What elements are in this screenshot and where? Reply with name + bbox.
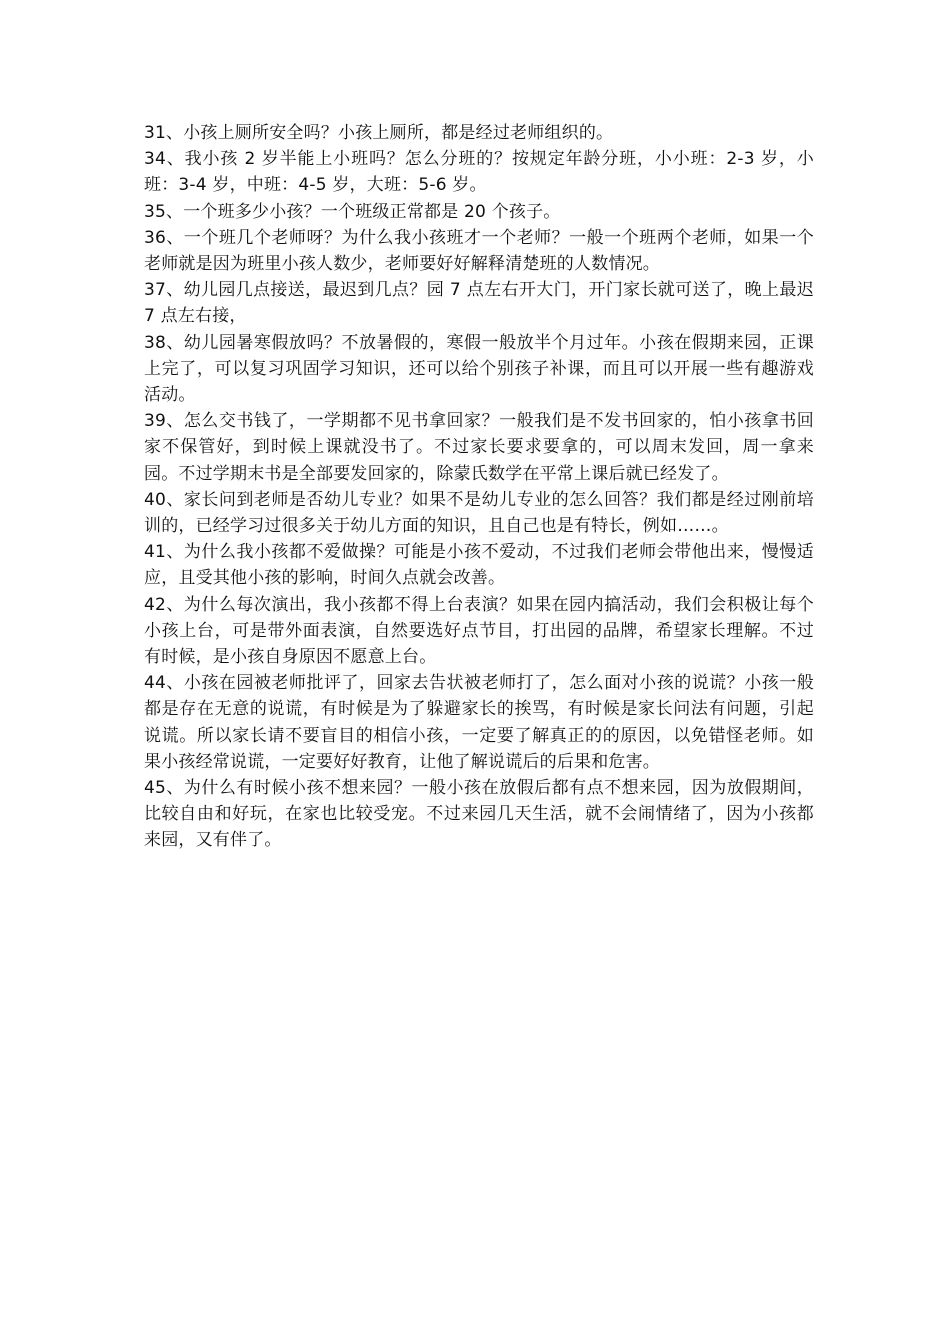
document-body	[144, 120, 814, 854]
paragraph-q40: 40、家长问到老师是否幼儿专业？如果不是幼儿专业的怎么回答？我们都是经过刚前培训的，已经学习过很多关于幼儿方面的知识，且自己也是有特长，例如……。	[144, 489, 814, 537]
paragraph-q31: 31、小孩上厕所安全吗？小孩上厕所，都是经过老师组织的。	[144, 123, 614, 143]
paragraph-q42: 42、为什么每次演出，我小孩都不得上台表演？如果在园内搞活动，我们会积极让每个小孩上台，可是带外面表演，自然要选好点节目，打出园的品牌，希望家长理解。不过有时候，是小孩自身原因不愿意上台。	[144, 594, 814, 668]
paragraph-q44: 44、小孩在园被老师批评了，回家去告状被老师打了，怎么面对小孩的说谎？小孩一般都是存在无意的说谎，有时候是为了躲避家长的挨骂，有时候是家长问法有问题，引起说谎。所以家长请不要盲目的相信小孩，一定要了解真正的的原因，以免错怪老师。如果小孩经常说谎，一定要好好教育，让他了解说谎后的后果和危害。	[144, 673, 814, 772]
paragraph-q39: 39、怎么交书钱了，一学期都不见书拿回家？一般我们是不发书回家的，怕小孩拿书回家不保管好，到时候上课就没书了。不过家长要求要拿的，可以周末发回，周一拿来园。不过学期末书是全部要发回家的，除蒙氏数学在平常上课后就已经发了。	[144, 411, 814, 484]
paragraph-q45: 45、为什么有时候小孩不想来园？一般小孩在放假后都有点不想来园，因为放假期间，比较自由和好玩，在家也比较受宠。不过来园几天生活，就不会闹情绪了，因为小孩都来园，又有伴了。	[144, 778, 814, 851]
paragraph-q37: 37、幼儿园几点接送，最迟到几点？园 7 点左右开大门，开门家长就可送了，晚上最迟 7 点左右接，	[144, 280, 814, 327]
paragraph-q36: 36、一个班几个老师呀？为什么我小孩班才一个老师？一般一个班两个老师，如果一个老师就是因为班里小孩人数少，老师要好好解释清楚班的人数情况。	[144, 227, 814, 275]
paragraph-q34: 34、我小孩 2 岁半能上小班吗？怎么分班的？按规定年龄分班，小小班：2-3 岁，小班：3-4 岁，中班：4-5 岁，大班：5-6 岁。	[144, 149, 814, 196]
paragraph-q35: 35、一个班多少小孩？一个班级正常都是 20 个孩子。	[144, 201, 561, 222]
paragraph-q41: 41、为什么我小孩都不爱做操？可能是小孩不爱动，不过我们老师会带他出来，慢慢适应，且受其他小孩的影响，时间久点就会改善。	[144, 542, 814, 589]
paragraph-q38: 38、幼儿园暑寒假放吗？不放暑假的，寒假一般放半个月过年。小孩在假期来园，正课上完了，可以复习巩固学习知识，还可以给个别孩子补课，而且可以开展一些有趣游戏活动。	[144, 332, 814, 406]
